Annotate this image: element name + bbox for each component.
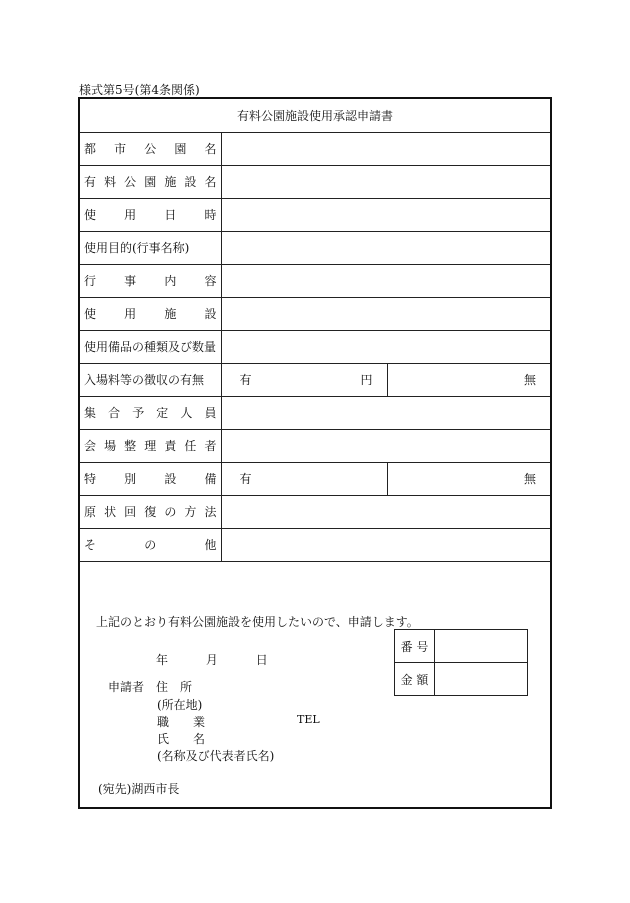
form-row <box>80 462 550 495</box>
form-row <box>80 132 550 165</box>
row-label-text <box>84 404 217 421</box>
row-label-char: 場 <box>104 439 117 453</box>
row-label-char: 特 <box>84 472 97 486</box>
row-label-text <box>84 305 217 322</box>
row-value-field[interactable] <box>221 528 550 561</box>
declaration-section <box>80 575 550 807</box>
form-title: 有料公園施設使用承認申請書 <box>80 99 550 132</box>
row-value-field[interactable] <box>221 165 550 198</box>
row-value-field[interactable] <box>221 462 550 495</box>
yes-label: 有 <box>239 373 252 387</box>
row-label-text <box>84 173 217 190</box>
row-label-char: 員 <box>204 406 217 420</box>
row-label-char: 名 <box>204 142 217 156</box>
applicant-heading: 申請者 <box>108 680 145 694</box>
row-label-text <box>84 140 217 157</box>
row-label <box>80 495 221 528</box>
row-label: 入場料等の徴収の有無 <box>80 363 221 396</box>
row-label-char: 状 <box>104 505 117 519</box>
row-label <box>80 132 221 165</box>
no-label: 無 <box>524 472 537 486</box>
no-option[interactable] <box>388 463 551 495</box>
row-label-char: 回 <box>124 505 137 519</box>
row-label-char: 容 <box>204 274 217 288</box>
row-label-char: 設 <box>164 472 177 486</box>
form-row <box>80 264 550 297</box>
number-field[interactable] <box>435 630 528 663</box>
occupation-label: 職 業 <box>157 715 206 729</box>
form-row <box>80 528 550 561</box>
row-label-char: 施 <box>164 307 177 321</box>
row-label-text <box>84 272 217 289</box>
row-label-char: 公 <box>144 142 157 156</box>
row-label-char: 時 <box>204 208 217 222</box>
row-label-text <box>84 437 217 454</box>
year-label: 年 <box>156 653 169 667</box>
row-label-char: 設 <box>184 175 197 189</box>
row-label-char: 設 <box>204 307 217 321</box>
row-label-char: 法 <box>204 505 217 519</box>
row-label-char: 任 <box>184 439 197 453</box>
row-value-field[interactable] <box>221 231 550 264</box>
row-label-char: の <box>144 538 157 552</box>
row-label-char: 事 <box>124 274 137 288</box>
day-label: 日 <box>255 653 268 667</box>
row-label-char: 内 <box>164 274 177 288</box>
row-label <box>80 297 221 330</box>
row-label-text <box>84 206 217 223</box>
row-label <box>80 396 221 429</box>
row-label <box>80 264 221 297</box>
row-label-char: 方 <box>184 505 197 519</box>
amount-field[interactable] <box>435 663 528 696</box>
row-label-char: 市 <box>114 142 127 156</box>
tel-label: TEL <box>297 713 320 726</box>
form-row <box>80 429 550 462</box>
row-label <box>80 198 221 231</box>
row-label-char: 日 <box>164 208 177 222</box>
row-label-char: 有 <box>84 175 97 189</box>
row-value-field[interactable] <box>221 396 550 429</box>
application-form <box>78 97 552 809</box>
row-label-char: 備 <box>204 472 217 486</box>
form-row <box>80 231 550 264</box>
row-label-char: 行 <box>84 274 97 288</box>
row-label <box>80 528 221 561</box>
row-value-field[interactable] <box>221 429 550 462</box>
row-value-field[interactable] <box>221 198 550 231</box>
no-option[interactable] <box>388 364 551 396</box>
fee-box <box>394 629 528 696</box>
row-label-char: 他 <box>204 538 217 552</box>
form-row <box>80 363 550 396</box>
row-value-field[interactable] <box>221 132 550 165</box>
row-value-field[interactable] <box>221 330 550 363</box>
row-label-char: 用 <box>124 208 137 222</box>
row-label: 使用目的(行事名称) <box>80 231 221 264</box>
row-value-field[interactable] <box>221 297 550 330</box>
row-label <box>80 429 221 462</box>
row-label-char: 定 <box>156 406 169 420</box>
row-label-char: 整 <box>124 439 137 453</box>
no-label: 無 <box>524 373 537 387</box>
yes-option[interactable] <box>222 463 388 495</box>
row-label-char: 公 <box>124 175 137 189</box>
yes-label: 有 <box>239 472 252 486</box>
row-label-char: 原 <box>84 505 97 519</box>
row-label-char: 人 <box>180 406 193 420</box>
row-label-char: の <box>164 505 177 519</box>
number-label: 番 号 <box>395 630 435 663</box>
yes-no-options <box>222 364 551 396</box>
row-label-char: 別 <box>124 472 137 486</box>
row-label-char: 使 <box>84 307 97 321</box>
application-table <box>80 99 550 562</box>
row-label-char: 使 <box>84 208 97 222</box>
row-label-char: 都 <box>84 142 97 156</box>
row-label-char: 理 <box>144 439 157 453</box>
declaration-text: 上記のとおり有料公園施設を使用したいので、申請します。 <box>96 615 419 629</box>
row-label-char: 料 <box>104 175 117 189</box>
row-label-char: 会 <box>84 439 97 453</box>
amount-label: 金 額 <box>395 663 435 696</box>
address-label: 住 所 <box>156 680 193 694</box>
yen-label: 円 <box>360 373 373 387</box>
address-sub-label: (所在地) <box>157 698 203 712</box>
row-value-field[interactable] <box>221 264 550 297</box>
row-value-field[interactable] <box>221 363 550 396</box>
form-row <box>80 396 550 429</box>
row-label: 使用備品の種類及び数量 <box>80 330 221 363</box>
row-label-char: 用 <box>124 307 137 321</box>
row-label-char: 復 <box>144 505 157 519</box>
row-label-char: 責 <box>164 439 177 453</box>
row-value-field[interactable] <box>221 495 550 528</box>
row-label <box>80 462 221 495</box>
row-label <box>80 165 221 198</box>
form-row <box>80 495 550 528</box>
application-date[interactable] <box>156 651 302 668</box>
row-label-char: 者 <box>204 439 217 453</box>
addressee: (宛先)湖西市長 <box>98 782 180 796</box>
row-label-char: 合 <box>108 406 121 420</box>
row-label-char: 名 <box>204 175 217 189</box>
row-label-char: 集 <box>84 406 97 420</box>
applicant-address-row[interactable] <box>108 679 192 696</box>
form-row <box>80 198 550 231</box>
month-label: 月 <box>205 653 218 667</box>
row-label-char: 施 <box>164 175 177 189</box>
form-row <box>80 297 550 330</box>
row-label-text <box>84 536 217 553</box>
row-label-char: 予 <box>132 406 145 420</box>
form-row <box>80 330 550 363</box>
name-label: 氏 名 <box>157 732 206 746</box>
row-label-text <box>84 470 217 487</box>
form-row <box>80 165 550 198</box>
yes-no-options <box>222 463 551 495</box>
yes-option[interactable] <box>222 364 388 396</box>
name-sub-label: (名称及び代表者氏名) <box>157 749 275 763</box>
row-label-char: そ <box>84 538 97 552</box>
row-label-char: 園 <box>144 175 157 189</box>
row-label-text <box>84 503 217 520</box>
form-number-label: 様式第5号(第4条関係) <box>79 83 200 97</box>
row-label-char: 園 <box>174 142 187 156</box>
